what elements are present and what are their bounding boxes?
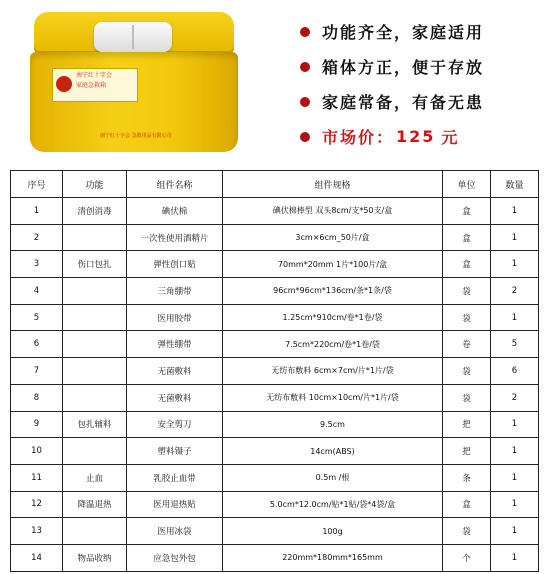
feature-item (300, 49, 550, 84)
cell-component-spec: 220mm*180mm*165mm (223, 544, 443, 571)
cell-component-name: 弹性创口贴 (127, 251, 223, 278)
cell-function: 伤口包扎 (63, 251, 127, 278)
bullet-icon (300, 27, 310, 37)
cell-unit: 把 (443, 411, 491, 438)
cell-function: 包扎辅料 (63, 411, 127, 438)
cell-component-spec: 3cm×6cm_50片/盒 (223, 224, 443, 251)
cell-unit: 卷 (443, 331, 491, 358)
table-row (11, 384, 539, 411)
cell-function: 清创消毒 (63, 198, 127, 225)
cell-component-name: 应急包外包 (127, 544, 223, 571)
table-row (11, 464, 539, 491)
component-table (10, 170, 539, 572)
bullet-icon (300, 97, 310, 107)
cell-quantity: 1 (491, 544, 539, 571)
feature-item (300, 14, 550, 49)
red-cross-emblem-icon (56, 76, 72, 92)
cell-index: 10 (11, 438, 63, 465)
cell-index: 9 (11, 411, 63, 438)
table-row (11, 304, 539, 331)
cell-function (63, 518, 127, 545)
header-unit: 单位 (443, 171, 491, 198)
feature-list (300, 14, 550, 154)
feature-item (300, 84, 550, 119)
feature-text: 箱体方正，便于存放 (322, 58, 485, 77)
cell-function: 止血 (63, 464, 127, 491)
table-row (11, 278, 539, 305)
box-body (30, 52, 238, 152)
cell-unit: 把 (443, 438, 491, 465)
cell-index: 3 (11, 251, 63, 278)
price-unit: 元 (441, 128, 460, 147)
cell-index: 11 (11, 464, 63, 491)
cell-index: 7 (11, 358, 63, 385)
price-line (300, 119, 550, 154)
cell-component-name: 医用退热贴 (127, 491, 223, 518)
cell-index: 14 (11, 544, 63, 571)
cell-component-spec: 碘伏棉棒型 双头8cm/支*50支/盒 (223, 198, 443, 225)
cell-component-name: 乳胶止血带 (127, 464, 223, 491)
table-row (11, 224, 539, 251)
cell-component-name: 医用冰袋 (127, 518, 223, 545)
bullet-icon (300, 132, 310, 142)
cell-quantity: 1 (491, 198, 539, 225)
cell-index: 8 (11, 384, 63, 411)
header-component-spec: 组件规格 (223, 171, 443, 198)
cell-index: 1 (11, 198, 63, 225)
cell-quantity: 1 (491, 464, 539, 491)
cell-function (63, 278, 127, 305)
table-row (11, 518, 539, 545)
cell-component-spec: 100g (223, 518, 443, 545)
cell-component-spec: 5.0cm*12.0cm/贴*1贴/袋*4袋/盒 (223, 491, 443, 518)
cell-component-spec: 7.5cm*220cm/卷*1卷/袋 (223, 331, 443, 358)
cell-function: 降温退热 (63, 491, 127, 518)
cell-function (63, 384, 127, 411)
table-row (11, 411, 539, 438)
cell-component-name: 一次性使用酒精片 (127, 224, 223, 251)
cell-component-name: 安全剪刀 (127, 411, 223, 438)
cell-function (63, 438, 127, 465)
cell-component-spec: 96cm*96cm*136cm/条*1条/袋 (223, 278, 443, 305)
box-label (52, 68, 138, 102)
table-row (11, 491, 539, 518)
cell-function (63, 358, 127, 385)
cell-function (63, 304, 127, 331)
cell-component-spec: 70mm*20mm 1片*100片/盒 (223, 251, 443, 278)
cell-unit: 袋 (443, 278, 491, 305)
header-function: 功能 (63, 171, 127, 198)
table-row (11, 358, 539, 385)
cell-quantity: 1 (491, 518, 539, 545)
table-row (11, 198, 539, 225)
header-component-name: 组件名称 (127, 171, 223, 198)
cell-quantity: 2 (491, 278, 539, 305)
cell-unit: 袋 (443, 304, 491, 331)
cell-unit: 袋 (443, 518, 491, 545)
header-quantity: 数量 (491, 171, 539, 198)
cell-quantity: 1 (491, 491, 539, 518)
cell-quantity: 1 (491, 438, 539, 465)
cell-component-name: 医用胶带 (127, 304, 223, 331)
cell-function: 物品收纳 (63, 544, 127, 571)
cell-quantity: 1 (491, 304, 539, 331)
feature-text: 家庭常备，有备无患 (322, 93, 485, 112)
cell-component-spec: 无纺布敷料 6cm×7cm/片*1片/袋 (223, 358, 443, 385)
first-aid-kit-image (30, 12, 238, 152)
cell-component-name: 三角绷带 (127, 278, 223, 305)
box-handle (94, 22, 172, 52)
cell-unit: 袋 (443, 358, 491, 385)
cell-unit: 条 (443, 464, 491, 491)
cell-unit: 袋 (443, 384, 491, 411)
cell-index: 12 (11, 491, 63, 518)
price-value: 125 (396, 127, 436, 146)
cell-unit: 盒 (443, 224, 491, 251)
cell-component-name: 碘伏棉 (127, 198, 223, 225)
box-label-line-2: 家庭急救箱 (76, 82, 107, 89)
cell-component-spec: 无纺布敷料 10cm×10cm/片*1片/袋 (223, 384, 443, 411)
table-row (11, 438, 539, 465)
cell-index: 5 (11, 304, 63, 331)
cell-quantity: 1 (491, 251, 539, 278)
bullet-icon (300, 62, 310, 72)
cell-index: 13 (11, 518, 63, 545)
cell-quantity: 1 (491, 224, 539, 251)
table-row (11, 331, 539, 358)
cell-unit: 个 (443, 544, 491, 571)
cell-unit: 盒 (443, 251, 491, 278)
cell-component-name: 无菌敷料 (127, 358, 223, 385)
cell-index: 6 (11, 331, 63, 358)
cell-component-spec: 9.5cm (223, 411, 443, 438)
cell-function (63, 224, 127, 251)
cell-component-name: 无菌敷料 (127, 384, 223, 411)
cell-index: 2 (11, 224, 63, 251)
cell-component-name: 塑料镊子 (127, 438, 223, 465)
cell-quantity: 2 (491, 384, 539, 411)
cell-unit: 盒 (443, 198, 491, 225)
cell-quantity: 6 (491, 358, 539, 385)
cell-unit: 盒 (443, 491, 491, 518)
cell-index: 4 (11, 278, 63, 305)
box-footer-text: 南宁红十字会 急救用品有限公司 (100, 133, 172, 139)
header-index: 序号 (11, 171, 63, 198)
cell-component-name: 弹性绷带 (127, 331, 223, 358)
cell-quantity: 1 (491, 411, 539, 438)
box-label-line-1: 南宁红十字会 (76, 72, 113, 79)
table-row (11, 544, 539, 571)
cell-function (63, 331, 127, 358)
cell-component-spec: 14cm(ABS) (223, 438, 443, 465)
feature-text: 功能齐全，家庭适用 (322, 23, 485, 42)
cell-component-spec: 0.5m /根 (223, 464, 443, 491)
table-header-row (11, 171, 539, 198)
cell-quantity: 5 (491, 331, 539, 358)
cell-component-spec: 1.25cm*910cm/卷*1卷/袋 (223, 304, 443, 331)
table-row (11, 251, 539, 278)
price-label: 市场价： (322, 128, 395, 147)
